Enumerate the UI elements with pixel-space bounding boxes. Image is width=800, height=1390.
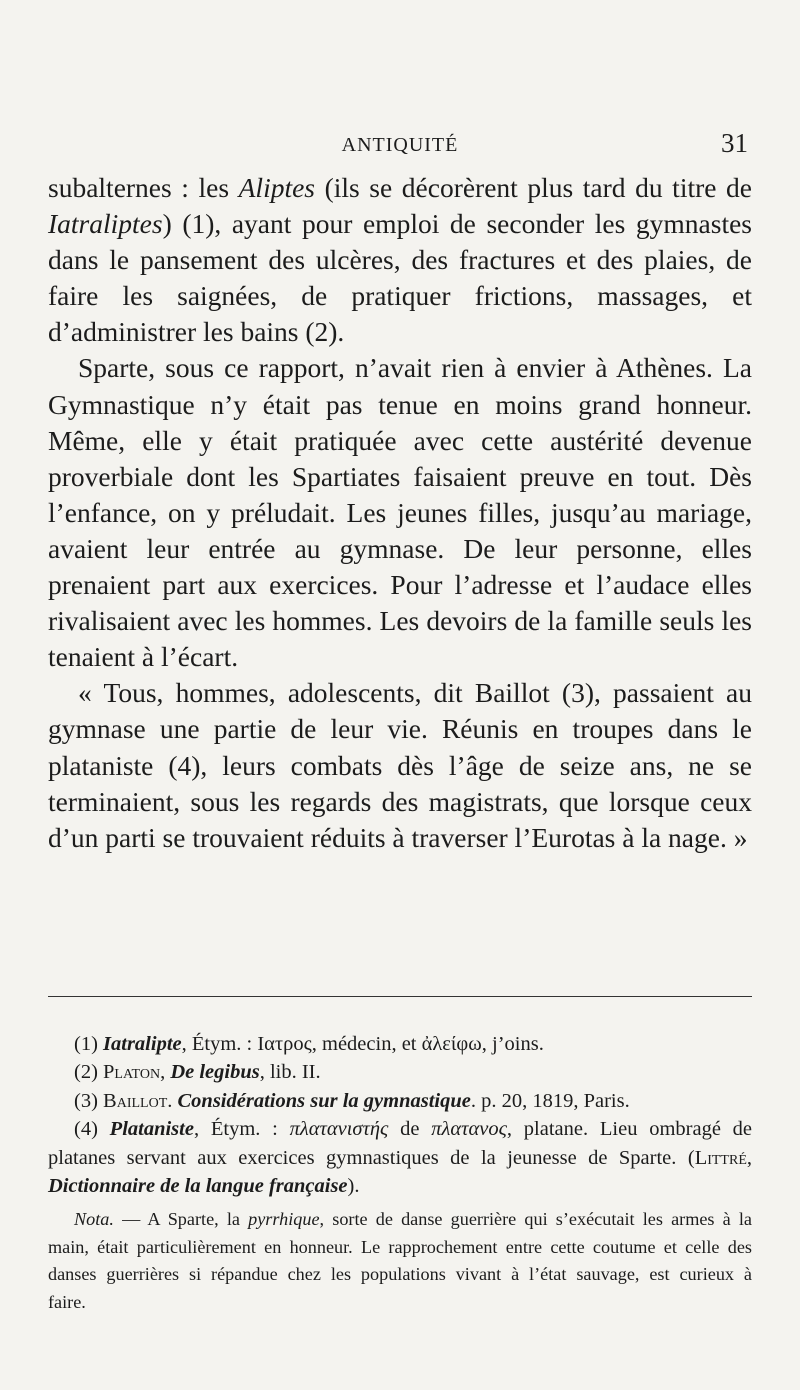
main-text (48, 170, 752, 856)
paragraph-1 (48, 170, 752, 350)
fn2-text: , lib. II. (259, 1061, 321, 1084)
p1-text-1: subalternes : les (48, 172, 239, 203)
fn1-number: (1) (74, 1033, 104, 1055)
nota-term: pyrrhique (248, 1209, 320, 1230)
fn3-title: Considérations sur la gymnastique (177, 1089, 471, 1112)
fn3-number: (3) (74, 1089, 104, 1112)
running-head: ANTIQUITÉ (341, 134, 459, 156)
fn1-text-3: , j’oins. (481, 1033, 544, 1055)
fn2-author: Platon (103, 1061, 161, 1084)
fn2-title: De legibus (170, 1061, 260, 1084)
p1-term-iatraliptes: Iatraliptes (48, 208, 163, 240)
fn4-term: Plataniste (109, 1118, 194, 1141)
fn1-greek-1: Ιατρος (257, 1033, 312, 1055)
paragraph-2: Sparte, sous ce rapport, n’avait rien à envier à Athènes. La Gymnastique n’y était pas tenue en moins grand honneur. Même, elle y était pratiquée avec cette austérité devenue proverbiale dont les Spartiates faisaient preuve en tout. Dès l’enfance, on y préludait. Les jeunes filles, jusqu’au mariage, avaient leur entrée au gymnase. De leur personne, elles prenaient part aux exercices. Pour l’adresse et l’audace elles rivalisaient avec les hommes. Les devoirs de la famille seuls les tenaient à l’écart. (48, 352, 752, 673)
fn4-sep: , (746, 1146, 752, 1169)
fn2-sep: , (160, 1061, 171, 1084)
p1-text-2: (ils se décorèrent plus tard du titre de (315, 172, 752, 203)
nota-note (48, 1206, 752, 1316)
nota-text-1: — A Sparte, la (113, 1209, 249, 1230)
fn4-greek-2: πλατανος (431, 1118, 507, 1141)
p1-term-aliptes: Aliptes (238, 172, 316, 203)
page-number: 31 (721, 128, 748, 158)
fn4-text: , Étym. : (193, 1118, 290, 1141)
fn3-author: Baillot (103, 1089, 168, 1112)
nota-label: Nota. (74, 1209, 114, 1230)
footnote-4 (48, 1115, 752, 1200)
fn4-text-4: ). (347, 1175, 360, 1198)
p1-text-3: ) (1), ayant pour emploi de seconder les gymnastes dans le pansement des ulcères, des fractures et des plaies, de faire les saignées, de pratiquer frictions, massages, et d’administrer les bains (2). (48, 208, 752, 348)
fn1-text-2: , médecin, et (311, 1033, 422, 1055)
fn4-title: Dictionnaire de la langue française (48, 1175, 348, 1198)
page-header (48, 128, 752, 168)
fn4-text-2: de (388, 1118, 432, 1141)
fn2-number: (2) (74, 1061, 104, 1084)
fn4-author: Littré (694, 1146, 747, 1169)
fn4-number: (4) (74, 1118, 110, 1141)
fn3-text: . p. 20, 1819, Paris. (470, 1089, 630, 1112)
fn4-text-3: , platane. Lieu ombragé de platanes servant aux exercices gymnastiques de la jeunesse de Sparte. ( (48, 1118, 753, 1169)
fn1-term: Iatralipte (103, 1033, 182, 1055)
fn3-sep: . (167, 1089, 178, 1112)
footnote-divider (48, 996, 752, 997)
fn4-greek-1: πλατανιστής (289, 1118, 389, 1141)
footnotes (48, 1030, 752, 1316)
footnote-1 (48, 1030, 752, 1058)
footnote-2 (48, 1058, 752, 1086)
fn1-text: , Étym. : (181, 1033, 258, 1055)
paragraph-3: « Tous, hommes, adolescents, dit Baillot (3), passaient au gymnase une partie de leur vie. Réunis en troupes dans le plataniste (4), leurs combats dès l’âge de seize ans, ne se terminaient, sous les regards des magistrats, que lorsque ceux d’un parti se trouvaient réduits à traverser l’Eurotas à la nage. » (48, 677, 752, 853)
footnote-3 (48, 1087, 752, 1115)
fn1-greek-2: ἀλείφω (421, 1033, 482, 1055)
nota-text-2: , sorte de danse guerrière qui s’exécutait les armes à la main, était particulièrement en honneur. Le rapprochement entre cette coutume et celle des danses guerrières si répandue chez les populations vivant à l’état sauvage, est curieux à faire. (48, 1209, 753, 1312)
